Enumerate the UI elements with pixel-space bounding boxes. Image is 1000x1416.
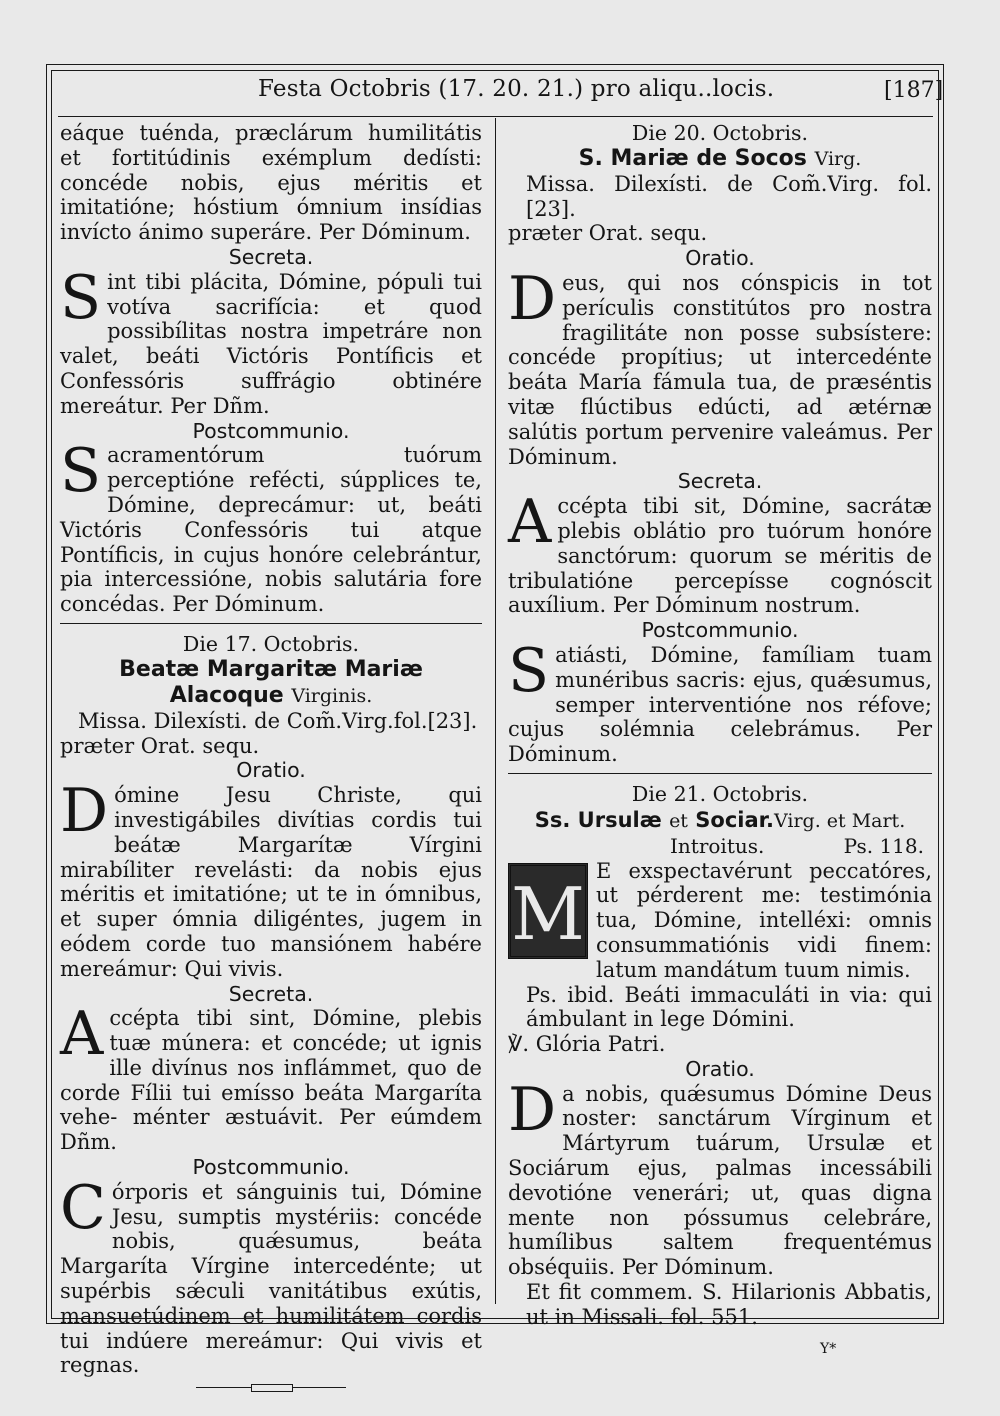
introitus-reference: Ps. 118. [843, 833, 924, 858]
day20-heading: Die 20. Octobris. [631, 121, 809, 145]
section-rule [60, 623, 482, 624]
introitus-text-block [508, 859, 932, 983]
day21-feast-title [508, 807, 932, 834]
feast-class: Virg. et Mart. [773, 809, 906, 832]
continuation-text: eáque tuénda, præclárum humilitátis et fortitúdinis exémplum dedísti: concéde nobis, ejus méritis et imitatióne; hóstium ómnium insídias invícto ánimo superáre. Per Dóminum. [60, 121, 482, 245]
secreta-20-text: ccépta tibi sit, Dómine, sacrátæ plebis oblátio pro tuórum honóre sanctórum: quorum se méritis de tribulatióne percepísse cognóscit auxílium. Per Dóminum nostrum. [508, 494, 932, 618]
secreta-victor [60, 262, 482, 419]
day17-heading: Die 17. Octobris. [182, 631, 360, 656]
day20-feast-title [508, 146, 932, 172]
feast-name: Alacoque [169, 682, 284, 708]
secreta-20 [508, 487, 932, 618]
right-column [508, 121, 932, 1330]
oratio-heading: Oratio. [236, 758, 306, 783]
postcommunio-victor-text: acramentórum tuórum perceptióne refécti, súpplices te, Dómine, deprecámur: ut, beáti Victóris Confessóris tui atque Pontíficis, in cujus honóre celebrántur, pia intercessióne, nobis salutária fore concédas. Per Dóminum. [60, 443, 482, 617]
drop-cap: D [508, 1074, 557, 1145]
day21-heading: Die 21. Octobris. [631, 781, 809, 806]
praeter-20: præter Orat. sequ. [508, 221, 708, 246]
running-title: Festa Octobris (17. 20. 21.) pro aliqu..locis. [258, 76, 775, 102]
psalm-ibid: Ps. ibid. Beáti immaculáti in via: qui ámbulant in lege Dómini. [526, 982, 932, 1032]
feast-et: et [669, 809, 688, 832]
oratio-17-text: ómine Jesu Christe, qui investigábiles divítias cordis tui beátæ Margarítæ Vírgini mirabíliter revelásti: da nobis ejus méritis et imitatióne; ut te in ómnibus, et super ómnia diligéntes, jugem in eódem corde tuo mansiónem habére mereámur: Qui vivis. [60, 783, 482, 981]
secreta-victor-text: int tibi plácita, Dómine, pópuli tui votíva sacrifícia: et quod possibílitas nostra impetráre non valet, beáti Victóris Pontíficis et Confessóris suffrágio obtinére mereátur. Per Dñm. [60, 269, 482, 418]
oratio-20 [508, 263, 932, 469]
day17-feast-title-2 [60, 683, 482, 709]
day17-feast-title: Beatæ Margaritæ Mariæ [119, 656, 423, 682]
feast-name-2: Sociar. [695, 807, 774, 832]
postcommunio-20 [508, 635, 932, 767]
oratio-21-text: a nobis, quǽsumus Dómine Deus noster: sanctárum Vírginum et Mártyrum tuárum, Ursulæ et Sociárum ejus, palmas incessábili devotióne venerári; ut, quas digna mente non póssumus celebráre, humílibus saltem frequentémus obséquiis. Per Dóminum. [508, 1081, 932, 1280]
decorated-initial-m: M [508, 863, 588, 959]
praeter-17: præter Orat. sequ. [60, 733, 260, 758]
secreta-heading: Secreta. [677, 469, 763, 494]
drop-cap: C [60, 1172, 106, 1243]
postcommunio-20-text: atiásti, Dómine, famíliam tuam munéribus sacris: ejus, quǽsumus, semper interventióne nos réfove; cujus solémnia celebrámus. Per Dóminum. [508, 642, 932, 767]
secreta-17-text: ccépta tibi sint, Dómine, plebis tuæ múnera: et concéde; ut ignis ille divínus nos inflámmet, quo de corde Fílii tui emísso beáta Margaríta vehe- ménter æstuávit. Per eúmdem Dñm. [60, 1006, 482, 1155]
secreta-17 [60, 999, 482, 1155]
drop-cap: S [60, 436, 102, 507]
postcommunio-17-text: órporis et sánguinis tui, Dómine Jesu, sumptis mystériis: concéde nobis, quǽsumus, beáta Margaríta Vírgine intercedénte; ut supérbis sǽculi vanitátibus exútis, mansuetúdinem et humilitátem cordis tui indúere mereámur: Qui vivis et regnas. [60, 1179, 482, 1378]
secreta-heading: Secreta. [228, 244, 314, 269]
oratio-heading: Oratio. [685, 246, 755, 271]
postcommunio-victor [60, 436, 482, 617]
gloria-patri: ℣. Glória Patri. [508, 1032, 666, 1057]
drop-cap: D [508, 263, 557, 334]
page-number: [187] [884, 78, 944, 103]
oratio-21 [508, 1074, 932, 1280]
drop-cap: A [60, 999, 104, 1070]
column-divider [495, 118, 496, 1304]
postcommunio-17 [60, 1172, 482, 1378]
missa-17: Missa. Dilexísti. de Com̃.Virg.fol.[23]. [78, 708, 478, 733]
section-rule [508, 773, 932, 774]
introitus-row [508, 834, 932, 859]
drop-cap: S [60, 262, 102, 333]
signature-mark: Y* [820, 1341, 837, 1357]
commemoration: Et fit commem. S. Hilarionis Abbatis, ut in Missali. fol. 551. [526, 1280, 932, 1329]
secreta-heading: Secreta. [228, 981, 314, 1006]
feast-name: S. Mariæ de Socos [578, 145, 807, 171]
postcommunio-heading: Postcommunio. [641, 618, 799, 643]
drop-cap: D [60, 776, 109, 847]
oratio-heading: Oratio. [685, 1056, 755, 1081]
feast-class: Virg. [814, 147, 862, 170]
postcommunio-heading: Postcommunio. [192, 1155, 350, 1180]
drop-cap: S [508, 635, 550, 706]
postcommunio-heading: Postcommunio. [192, 418, 350, 443]
drop-cap: A [508, 487, 552, 558]
left-column [60, 121, 482, 1392]
feast-class: Virginis. [291, 684, 373, 707]
oratio-20-text: eus, qui nos cónspicis in tot perículis constitútos pro nostra fragilitáte non posse subsístere: concéde propítius; ut intercedénte beáta María fámula tua, de præséntis vitæ flúctibus edúcti, ad ætérnæ salútis portum pervenire valeámus. Per Dóminum. [508, 270, 932, 469]
ornament-divider [196, 1384, 346, 1392]
introitus-label: Introitus. [670, 833, 765, 858]
missa-20: Missa. Dilexísti. de Com̃.Virg. fol. [23]. [526, 171, 932, 221]
introitus-text: E exspectavérunt peccatóres, ut pérderent me: testimónia tua, Dómine, intelléxi: omnis consummatiónis vidi finem: latum mandátum tuum nimis. [596, 858, 932, 982]
oratio-17 [60, 776, 482, 981]
header-rule [58, 116, 933, 117]
feast-name: Ss. Ursulæ [534, 807, 662, 832]
